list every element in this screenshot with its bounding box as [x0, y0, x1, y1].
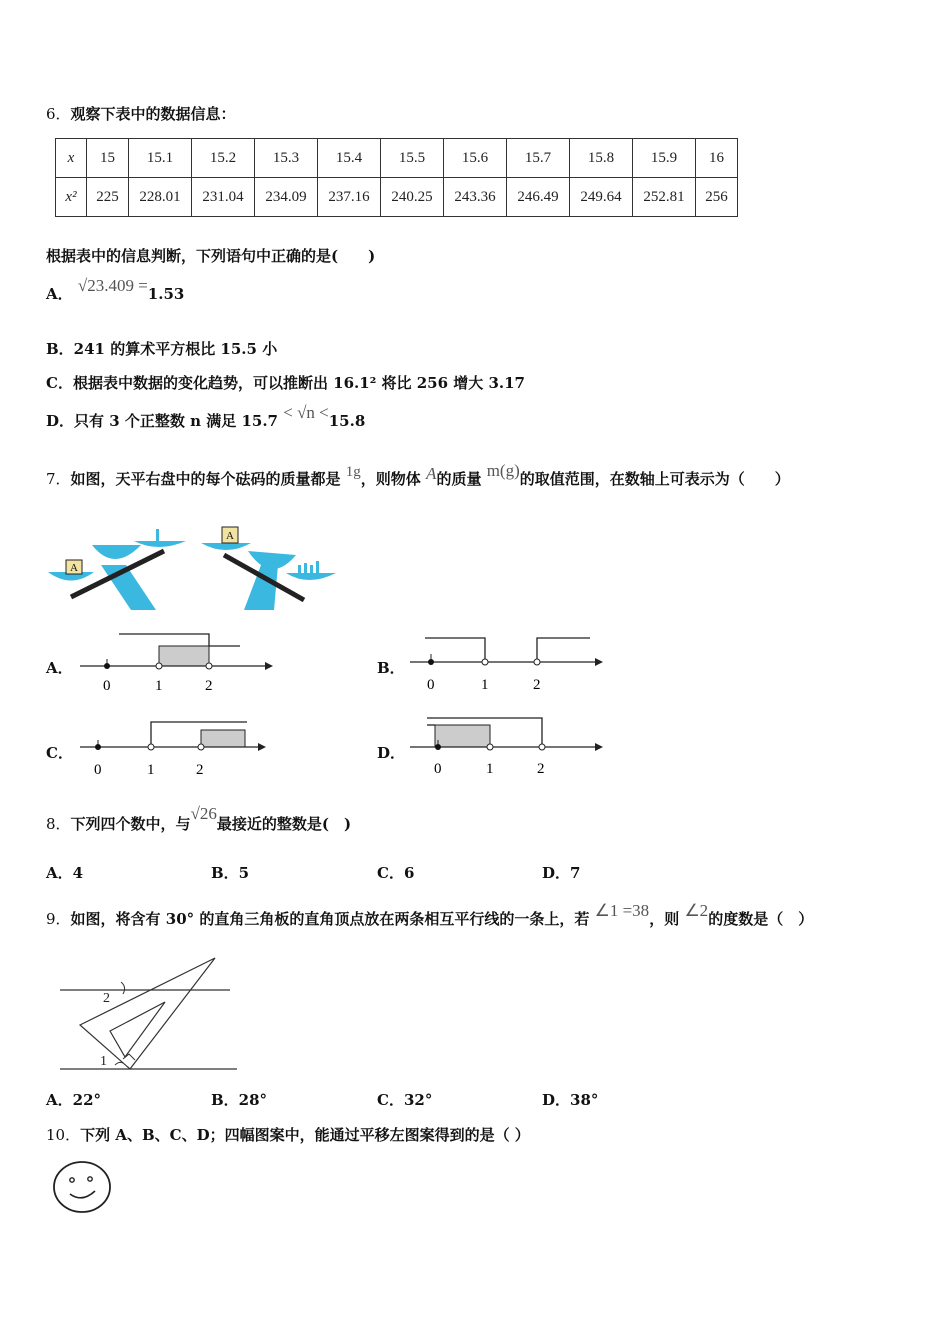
smiley-face-icon	[50, 1158, 116, 1218]
q7-option-a-numberline[interactable]	[75, 632, 275, 697]
box-label-a: A	[226, 530, 234, 542]
q10-stem-text: 下列 A、B、C、D；四幅图案中，能通过平移左图案得到的是（ ）	[80, 1126, 530, 1144]
table-cell: 15.9	[633, 139, 696, 178]
q6-option-b[interactable]: B．241 的算术平方根比 15.5 小	[46, 340, 278, 358]
q10-number: 10．	[46, 1126, 81, 1144]
table-cell: 231.04	[192, 178, 255, 217]
table-cell: 16	[696, 139, 738, 178]
q8-stem-1: 下列四个数中，与	[70, 815, 191, 833]
table-cell: 15.2	[192, 139, 255, 178]
q8-stem	[46, 804, 352, 834]
q9-option-c[interactable]: C．32°	[377, 1091, 433, 1109]
table-cell: 15.1	[129, 139, 192, 178]
table-row-x	[56, 139, 738, 178]
q7-stem	[46, 461, 790, 489]
table-row-x2	[56, 178, 738, 217]
table-cell: 234.09	[255, 178, 318, 217]
object-label: A	[426, 464, 437, 483]
q10-stem	[46, 1124, 530, 1145]
q6-number: 6．	[46, 105, 71, 123]
table-cell: 15.6	[444, 139, 507, 178]
tick-label: 2	[537, 761, 545, 777]
table-cell: 240.25	[381, 178, 444, 217]
option-value: 1.53	[147, 285, 185, 303]
table-cell: 15	[87, 139, 129, 178]
q6-stem	[46, 103, 236, 124]
triangle-parallel-lines-figure	[55, 955, 240, 1077]
tick-label: 1	[486, 761, 494, 777]
q7-stem-1: 如图，天平右盘中的每个砝码的质量都是	[70, 470, 341, 488]
box-label-a: A	[70, 562, 78, 574]
q8-number: 8．	[46, 815, 71, 833]
tick-label: 1	[155, 678, 163, 694]
table-cell: 15.8	[570, 139, 633, 178]
table-cell: 15.7	[507, 139, 570, 178]
q9-option-d[interactable]: D．38°	[542, 1091, 599, 1109]
mass-expression: m(g)	[486, 461, 520, 480]
tick-label: 0	[94, 762, 102, 778]
inequality-expression: < √n <	[283, 403, 329, 422]
q7-option-d-label[interactable]: D．	[377, 744, 406, 762]
q7-stem-4: 的取值范围，在数轴上可表示为（ ）	[519, 470, 790, 488]
tick-label: 2	[196, 762, 204, 778]
table-cell: 256	[696, 178, 738, 217]
q9-option-a[interactable]: A．22°	[46, 1091, 102, 1109]
table-cell: 225	[87, 178, 129, 217]
table-header-x: x	[56, 139, 87, 178]
tick-label: 2	[205, 678, 213, 694]
mass-unit: 1g	[345, 464, 361, 480]
q8-option-d[interactable]: D．7	[542, 864, 581, 882]
table-cell: 15.5	[381, 139, 444, 178]
q7-option-d-numberline[interactable]	[405, 712, 610, 780]
sqrt-expression: √23.409 =	[77, 276, 148, 295]
table-cell: 252.81	[633, 178, 696, 217]
q6-question: 根据表中的信息判断，下列语句中正确的是( )	[46, 247, 376, 265]
tick-label: 0	[427, 677, 435, 693]
table-cell: 15.3	[255, 139, 318, 178]
q6-option-d[interactable]	[46, 403, 366, 431]
table-cell: 237.16	[318, 178, 381, 217]
q9-stem-1: 如图，将含有 30° 的直角三角板的直角顶点放在两条相互平行线的一条上，若	[70, 910, 590, 928]
q6-data-table	[55, 138, 738, 217]
q7-option-c-numberline[interactable]	[75, 717, 275, 782]
table-cell: 246.49	[507, 178, 570, 217]
tick-label: 0	[434, 761, 442, 777]
tick-label: 1	[147, 762, 155, 778]
q7-stem-3: 的质量	[436, 470, 482, 488]
tick-label: 2	[533, 677, 541, 693]
angle-expression: ∠2	[684, 901, 709, 920]
q6-option-c[interactable]: C．根据表中数据的变化趋势，可以推断出 16.1² 将比 256 增大 3.17	[46, 374, 525, 392]
q7-option-b-label[interactable]: B．	[377, 659, 405, 677]
sqrt-expression: √26	[190, 804, 217, 823]
angle-2-label: 2	[103, 991, 110, 1006]
angle-1-label: 1	[100, 1054, 107, 1069]
angle-expression: ∠1 =38	[594, 901, 650, 920]
left-balance	[48, 529, 186, 610]
table-header-x2: x²	[56, 178, 87, 217]
q6-stem-text: 观察下表中的数据信息：	[70, 105, 236, 123]
q8-option-c[interactable]: C．6	[377, 864, 415, 882]
balance-scales-figure	[46, 515, 341, 615]
q7-option-c-label[interactable]: C．	[46, 744, 73, 762]
q7-stem-2: ，则物体	[360, 470, 421, 488]
option-value: 15.8	[328, 412, 366, 430]
right-balance	[201, 527, 336, 610]
table-cell: 228.01	[129, 178, 192, 217]
q6-option-a[interactable]	[46, 276, 185, 304]
q8-option-a[interactable]: A．4	[46, 864, 84, 882]
q7-option-b-numberline[interactable]	[405, 632, 610, 697]
tick-label: 1	[481, 677, 489, 693]
table-cell: 243.36	[444, 178, 507, 217]
q7-option-a-label[interactable]: A．	[46, 659, 73, 677]
q9-number: 9．	[46, 910, 71, 928]
q9-stem-2: ，则	[649, 910, 680, 928]
q7-number: 7．	[46, 470, 71, 488]
option-text: D．只有 3 个正整数 n 满足 15.7	[46, 412, 278, 430]
q9-option-b[interactable]: B．28°	[211, 1091, 268, 1109]
q8-option-b[interactable]: B．5	[211, 864, 250, 882]
table-cell: 15.4	[318, 139, 381, 178]
table-cell: 249.64	[570, 178, 633, 217]
q9-stem-3: 的度数是（ ）	[708, 910, 814, 928]
q8-stem-2: 最接近的整数是( )	[216, 815, 352, 833]
option-label: A．	[46, 285, 73, 303]
q9-stem	[46, 901, 814, 929]
tick-label: 0	[103, 678, 111, 694]
